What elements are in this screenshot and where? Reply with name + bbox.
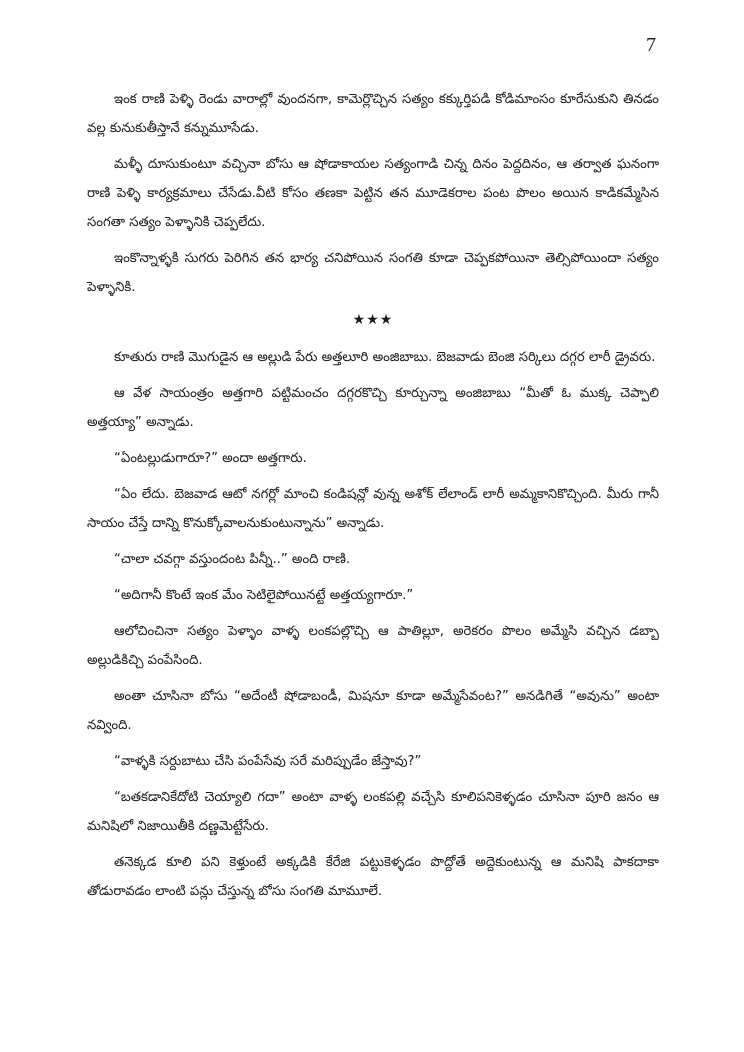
paragraph-12: “వాళ్ళకి సర్దుబాటు చేసి పంపేసేవు సరే మరిప్పుడేం జేస్తావు?” [114, 754, 422, 769]
paragraph-13: “బతకడానికేదోటి చెయ్యాలి గదా” అంటా వాళ్ళ లంకపల్లి వచ్చేసి కూలిపనికెళ్ళడం చూసినా పూరి జనం ఆ మనిషిలో నిజాయితీకి దణ్ణమెట్టేసేరు. [87, 790, 659, 834]
paragraph-14: తనెక్కడ కూలి పని కెళ్తుంటే అక్కడికి కేరేజి పట్టుకెళ్ళడం పొద్దోతే అద్దెకుంటున్న ఆ మనిషి పాకదాకా తోడురావడం లాంటి పన్లు చేస్తున్న బోసు సంగతి మామూలే. [87, 855, 659, 899]
paragraph-1: ఇంక రాణి పెళ్ళి రెండు వారాల్లో వుందనగా, కామెర్లొచ్చిన సత్యం కక్కుర్తిపడి కోడిమాంసం కూరేసుకుని తినడం వల్ల కునుకుతీస్తానే కన్నుమూసేడు. [87, 92, 659, 136]
paragraph-2: మళ్ళీ దూసుకుంటూ వచ్చినా బోసు ఆ షోడాకాయల సత్యంగాడి చిన్న దినం పెద్దదినం, ఆ తర్వాత ఘనంగా రాణి పెళ్ళి కార్యక్రమాలు చేసేడు.వీటి కోసం తణకా పెట్టిన తన మూడెకరాల పంట పొలం అయిన కాడికమ్మేసిన సంగతా సత్యం పెళ్ళానికి చెప్పలేదు. [87, 157, 659, 230]
paragraph-8: “చాలా చవగ్గా వస్తుందంట పిన్నీ..” అంది రాణి. [114, 552, 351, 567]
page-number: 7 [646, 34, 656, 56]
paragraph-11: అంతా చూసినా బోసు “అదేంటీ షోడాబండీ, మిషనూ కూడా అమ్మేసేవంట?” అనడిగితే “అవును” అంటా నవ్వింది. [87, 689, 659, 733]
paragraph-9: “అదిగానీ కొంటే ఇంక మేం సెటిలైపోయినట్టే అత్తయ్యగారూ.” [114, 588, 414, 603]
paragraph-7: “ఏం లేదు. బెజవాడ ఆటో నగర్లో మాంచి కండిషన్లో వున్న అశోక్ లేలాండ్ లారీ అమ్మకానికొచ్చింది. మీరు గానీ సాయం చేస్తే దాన్ని కొనుక్కోవాలనుకుంటున్నాను” అన్నాడు. [87, 487, 659, 531]
paragraph-10: ఆలోచించినా సత్యం పెళ్ళాం వాళ్ళ లంకపల్లొచ్చి ఆ పాతిల్లూ, అరెకరం పొలం అమ్మేసి వచ్చిన డబ్బా అల్లుడికిచ్చి పంపేసింది. [87, 624, 659, 668]
paragraph-6: “ఏంటల్లుడుగారూ?” అందా అత్తగారు. [114, 451, 307, 466]
paragraph-5: ఆ వేళ సాయంత్రం అత్తగారి పట్టిమంచం దగ్గరకొచ్చి కూర్చున్నా అంజిబాబు “మీతో ఓ ముక్క చెప్పాలి అత్తయ్యా” అన్నాడు. [87, 386, 659, 430]
story-text [87, 85, 659, 913]
section-separator: ★★★ [352, 312, 394, 328]
paragraph-4: కూతురు రాణి మొగుడైన ఆ అల్లుడి పేరు అత్తలూరి అంజిబాబు. బెజవాడు బెంజి సర్కిలు దగ్గర లారీ డ్రైవరు. [114, 350, 656, 365]
paragraph-3: ఇంకొన్నాళ్ళకి సుగరు పెరిగిన తన భార్య చనిపోయిన సంగతి కూడా చెప్పకపోయినా తెల్సిపోయిందా సత్యం పెళ్ళానికి. [87, 251, 659, 295]
